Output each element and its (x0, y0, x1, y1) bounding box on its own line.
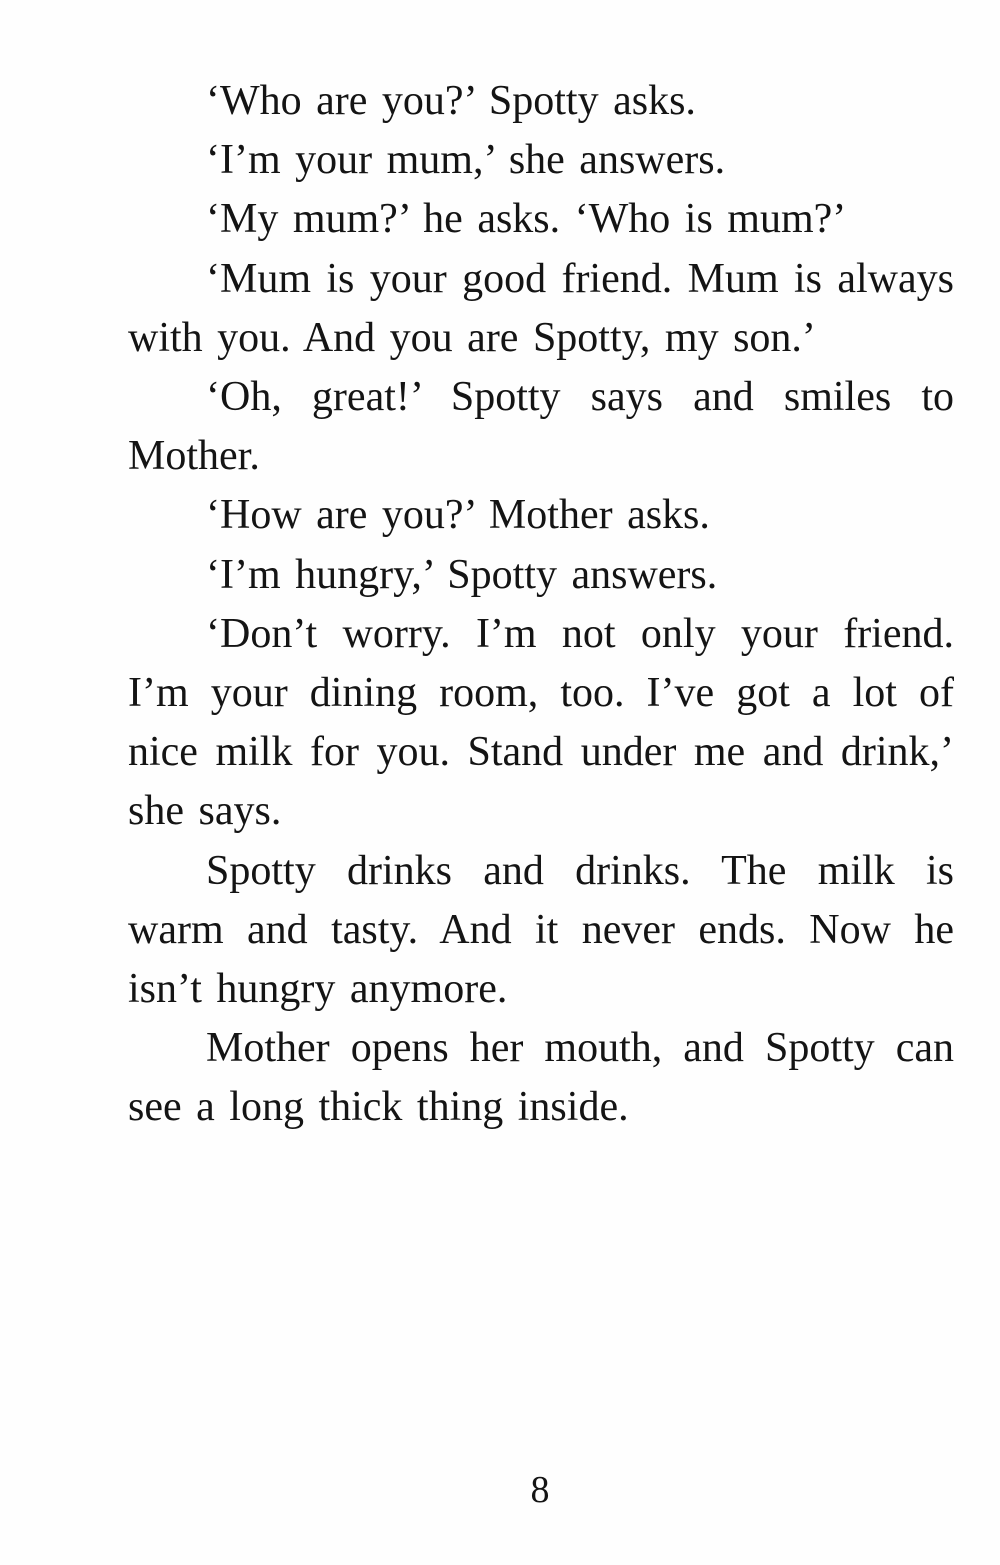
paragraph: Spotty drinks and drinks. The milk is warm and tasty. And it never ends. Now he isn’t hungry anymore. (128, 847, 954, 1013)
paragraph: ‘Mum is your good friend. Mum is always with you. And you are Spotty, my son.’ (128, 255, 954, 361)
paragraph: ‘I’m hungry,’ Spotty answers. (206, 551, 718, 598)
paragraph: ‘Oh, great!’ Spotty says and smiles to Mother. (128, 374, 954, 480)
paragraph: ‘Who are you?’ Spotty asks. (206, 78, 696, 124)
paragraph: ‘I’m your mum,’ she answers. (206, 137, 726, 184)
paragraph: ‘My mum?’ he asks. ‘Who is mum?’ (206, 196, 847, 243)
paragraph: Mother opens her mouth, and Spotty can see a long thick thing inside. (128, 1025, 954, 1131)
paragraph: ‘Don’t worry. I’m not only your friend. I’m your dining room, too. I’ve got a lot of nice milk for you. Stand under me and drink,’ she says. (128, 610, 954, 835)
story-text (128, 72, 954, 1138)
paragraph: ‘How are you?’ Mother asks. (206, 492, 710, 539)
page-number: 8 (530, 1469, 550, 1511)
